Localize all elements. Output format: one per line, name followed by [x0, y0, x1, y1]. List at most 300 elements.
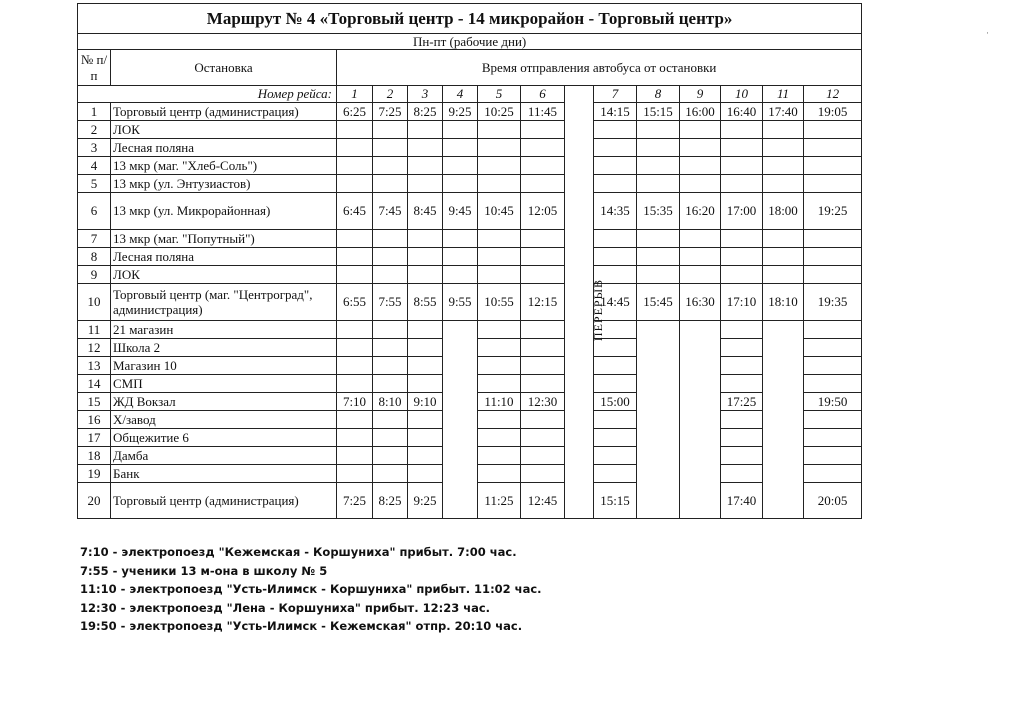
stop-number: 6	[78, 193, 111, 230]
footnote: 19:50 - электропоезд "Усть-Илимск - Кежемская" отпр. 20:10 час.	[80, 619, 523, 633]
departure-time	[721, 321, 763, 339]
departure-time	[521, 429, 565, 447]
trip-number: 2	[373, 86, 408, 103]
departure-time	[721, 175, 763, 193]
departure-time	[337, 429, 373, 447]
departure-time	[637, 375, 680, 393]
departure-time	[721, 339, 763, 357]
departure-time	[521, 121, 565, 139]
departure-time	[680, 465, 721, 483]
departure-time	[443, 375, 478, 393]
route-title: Маршрут № 4 «Торговый центр - 14 микрорайон - Торговый центр»	[78, 4, 862, 34]
departure-time	[521, 139, 565, 157]
departure-time	[763, 393, 804, 411]
departure-time: 10:45	[478, 193, 521, 230]
stop-name: ЛОК	[111, 266, 337, 284]
departure-time: 17:40	[763, 103, 804, 121]
departure-time	[804, 447, 862, 465]
departure-time	[804, 248, 862, 266]
departure-time	[804, 411, 862, 429]
departure-time	[408, 321, 443, 339]
departure-time	[680, 121, 721, 139]
departure-time	[408, 248, 443, 266]
departure-time: 10:55	[478, 284, 521, 321]
departure-time	[637, 465, 680, 483]
departure-time	[763, 175, 804, 193]
departure-time	[637, 339, 680, 357]
departure-time	[373, 411, 408, 429]
title-row	[78, 4, 862, 34]
departure-time: 15:15	[594, 483, 637, 519]
departure-time	[637, 321, 680, 339]
departure-time	[637, 121, 680, 139]
trip-number: 4	[443, 86, 478, 103]
departure-time	[337, 411, 373, 429]
departure-time: 14:35	[594, 193, 637, 230]
departure-time: 11:25	[478, 483, 521, 519]
departure-time	[521, 447, 565, 465]
stop-number: 14	[78, 375, 111, 393]
departure-time: 16:00	[680, 103, 721, 121]
departure-time	[594, 248, 637, 266]
departure-time	[763, 139, 804, 157]
stop-number: 9	[78, 266, 111, 284]
departure-time	[337, 139, 373, 157]
departure-time: 11:45	[521, 103, 565, 121]
departure-time	[337, 375, 373, 393]
departure-time: 16:20	[680, 193, 721, 230]
stop-row	[78, 411, 862, 429]
trip-number: 5	[478, 86, 521, 103]
departure-time	[478, 175, 521, 193]
stop-row	[78, 175, 862, 193]
departure-time	[443, 429, 478, 447]
departure-time	[594, 339, 637, 357]
departure-time	[594, 375, 637, 393]
departure-time: 15:35	[637, 193, 680, 230]
footnotes	[80, 543, 542, 636]
departure-time: 9:45	[443, 193, 478, 230]
departure-time	[443, 483, 478, 519]
departure-time	[763, 429, 804, 447]
departure-time: 7:55	[373, 284, 408, 321]
stop-number: 20	[78, 483, 111, 519]
departure-time: 9:25	[443, 103, 478, 121]
stop-row	[78, 393, 862, 411]
header-row	[78, 50, 862, 86]
stop-name: Лесная поляна	[111, 248, 337, 266]
departure-time	[804, 339, 862, 357]
departure-time: 6:45	[337, 193, 373, 230]
departure-time	[443, 266, 478, 284]
schedule-table	[77, 3, 862, 519]
departure-time	[478, 465, 521, 483]
departure-time	[637, 266, 680, 284]
departure-time	[521, 375, 565, 393]
trip-number: 1	[337, 86, 373, 103]
departure-time: 18:00	[763, 193, 804, 230]
departure-time	[337, 248, 373, 266]
stop-number: 12	[78, 339, 111, 357]
departure-time	[443, 339, 478, 357]
departure-time: 15:15	[637, 103, 680, 121]
times-header: Время отправления автобуса от остановки	[337, 50, 862, 86]
stop-name: ЛОК	[111, 121, 337, 139]
departure-time: 8:25	[373, 483, 408, 519]
departure-time	[637, 411, 680, 429]
departure-time: 7:10	[337, 393, 373, 411]
stop-row	[78, 339, 862, 357]
stop-header: Остановка	[111, 50, 337, 86]
departure-time: 14:45	[594, 284, 637, 321]
departure-time	[408, 357, 443, 375]
departure-time	[594, 411, 637, 429]
departure-time	[337, 465, 373, 483]
departure-time	[680, 175, 721, 193]
departure-time	[763, 266, 804, 284]
departure-time	[680, 139, 721, 157]
stop-number: 1	[78, 103, 111, 121]
stop-row	[78, 139, 862, 157]
departure-time	[680, 393, 721, 411]
departure-time	[478, 429, 521, 447]
departure-time	[408, 230, 443, 248]
stop-name: ЖД Вокзал	[111, 393, 337, 411]
stop-name: 13 мкр (ул. Микрорайонная)	[111, 193, 337, 230]
trip-number: 8	[637, 86, 680, 103]
departure-time	[521, 266, 565, 284]
departure-time: 6:25	[337, 103, 373, 121]
break-column-top	[565, 86, 594, 103]
departure-time	[763, 121, 804, 139]
departure-time	[594, 357, 637, 375]
stop-number: 10	[78, 284, 111, 321]
stop-name: 13 мкр (ул. Энтузиастов)	[111, 175, 337, 193]
departure-time	[721, 429, 763, 447]
days-row	[78, 34, 862, 50]
departure-time	[804, 121, 862, 139]
trip-number: 10	[721, 86, 763, 103]
stop-name: СМП	[111, 375, 337, 393]
departure-time	[408, 339, 443, 357]
departure-time	[408, 411, 443, 429]
days-label: Пн-пт (рабочие дни)	[78, 34, 862, 50]
stop-number: 11	[78, 321, 111, 339]
departure-time	[373, 230, 408, 248]
departure-time	[443, 357, 478, 375]
stop-row	[78, 157, 862, 175]
departure-time: 9:25	[408, 483, 443, 519]
departure-time	[721, 230, 763, 248]
departure-time	[373, 266, 408, 284]
departure-time	[443, 157, 478, 175]
departure-time: 15:45	[637, 284, 680, 321]
departure-time	[373, 339, 408, 357]
departure-time	[763, 375, 804, 393]
departure-time	[680, 483, 721, 519]
departure-time	[373, 248, 408, 266]
departure-time	[680, 339, 721, 357]
departure-time	[443, 447, 478, 465]
stop-number: 5	[78, 175, 111, 193]
departure-time	[763, 230, 804, 248]
departure-time: 7:25	[373, 103, 408, 121]
stop-name: Общежитие 6	[111, 429, 337, 447]
departure-time	[594, 447, 637, 465]
departure-time: 11:10	[478, 393, 521, 411]
departure-time	[637, 175, 680, 193]
stop-row	[78, 266, 862, 284]
departure-time	[408, 266, 443, 284]
departure-time: 10:25	[478, 103, 521, 121]
departure-time	[408, 175, 443, 193]
departure-time	[763, 447, 804, 465]
departure-time	[443, 465, 478, 483]
departure-time: 19:05	[804, 103, 862, 121]
departure-time	[337, 321, 373, 339]
departure-time	[804, 429, 862, 447]
departure-time	[637, 429, 680, 447]
departure-time	[680, 266, 721, 284]
departure-time	[373, 375, 408, 393]
stop-number: 3	[78, 139, 111, 157]
departure-time: 19:35	[804, 284, 862, 321]
break-column	[565, 103, 606, 519]
departure-time	[373, 121, 408, 139]
departure-time	[521, 339, 565, 357]
stop-name: 13 мкр (маг. "Хлеб-Соль")	[111, 157, 337, 175]
stop-number: 13	[78, 357, 111, 375]
stop-name: Банк	[111, 465, 337, 483]
departure-time	[763, 339, 804, 357]
departure-time	[521, 248, 565, 266]
departure-time: 12:30	[521, 393, 565, 411]
departure-time	[594, 121, 637, 139]
stop-row	[78, 465, 862, 483]
stop-name: Х/завод	[111, 411, 337, 429]
departure-time: 19:50	[804, 393, 862, 411]
stop-row	[78, 447, 862, 465]
trip-number: 6	[521, 86, 565, 103]
stop-number: 7	[78, 230, 111, 248]
departure-time	[594, 429, 637, 447]
stop-row	[78, 230, 862, 248]
departure-time	[521, 411, 565, 429]
departure-time: 8:45	[408, 193, 443, 230]
departure-time	[373, 447, 408, 465]
departure-time	[637, 157, 680, 175]
departure-time	[637, 248, 680, 266]
departure-time	[443, 175, 478, 193]
departure-time	[478, 121, 521, 139]
departure-time	[594, 465, 637, 483]
departure-time	[373, 157, 408, 175]
departure-time	[721, 465, 763, 483]
departure-time	[521, 157, 565, 175]
footnote: 11:10 - электропоезд "Усть-Илимск - Коршуниха" прибыт. 11:02 час.	[80, 582, 542, 596]
departure-time	[680, 230, 721, 248]
num-header-text: № п/п	[80, 51, 108, 83]
departure-time	[373, 139, 408, 157]
departure-time	[637, 483, 680, 519]
departure-time: 17:40	[721, 483, 763, 519]
stop-number: 17	[78, 429, 111, 447]
departure-time	[478, 248, 521, 266]
trip-number: 12	[804, 86, 862, 103]
departure-time	[373, 321, 408, 339]
departure-time	[637, 230, 680, 248]
stop-name: 13 мкр (маг. "Попутный")	[111, 230, 337, 248]
departure-time	[680, 447, 721, 465]
departure-time	[721, 375, 763, 393]
stop-name: Торговый центр (маг. "Центроград", администрация)	[111, 284, 337, 321]
departure-time: 16:30	[680, 284, 721, 321]
departure-time	[763, 157, 804, 175]
departure-time	[680, 321, 721, 339]
stop-name: Дамба	[111, 447, 337, 465]
departure-time: 8:10	[373, 393, 408, 411]
stop-row	[78, 248, 862, 266]
departure-time	[478, 157, 521, 175]
departure-time: 7:25	[337, 483, 373, 519]
departure-time: 8:25	[408, 103, 443, 121]
footnote: 12:30 - электропоезд "Лена - Коршуниха" прибыт. 12:23 час.	[80, 600, 491, 615]
departure-time	[478, 411, 521, 429]
departure-time	[763, 248, 804, 266]
departure-time	[763, 321, 804, 339]
break-label: ПЕРЕРЫВ	[591, 279, 606, 342]
departure-time	[680, 429, 721, 447]
departure-time	[804, 375, 862, 393]
departure-time	[804, 139, 862, 157]
departure-time	[804, 321, 862, 339]
stop-row	[78, 483, 862, 519]
stop-name: Лесная поляна	[111, 139, 337, 157]
trip-number: 11	[763, 86, 804, 103]
departure-time	[804, 357, 862, 375]
departure-time: 17:25	[721, 393, 763, 411]
departure-time	[337, 357, 373, 375]
trip-number: 3	[408, 86, 443, 103]
departure-time	[680, 357, 721, 375]
departure-time	[337, 447, 373, 465]
departure-time	[721, 121, 763, 139]
stop-number: 8	[78, 248, 111, 266]
stop-row	[78, 284, 862, 321]
stop-number: 19	[78, 465, 111, 483]
footnote: 7:55 - ученики 13 м-она в школу № 5	[80, 563, 328, 578]
departure-time	[680, 157, 721, 175]
departure-time	[721, 139, 763, 157]
stop-row	[78, 193, 862, 230]
stop-row	[78, 429, 862, 447]
departure-time	[478, 447, 521, 465]
departure-time	[680, 248, 721, 266]
departure-time: 6:55	[337, 284, 373, 321]
departure-time	[721, 447, 763, 465]
departure-time	[521, 357, 565, 375]
departure-time	[373, 357, 408, 375]
departure-time	[721, 248, 763, 266]
departure-time: 20:05	[804, 483, 862, 519]
stop-row	[78, 357, 862, 375]
departure-time: 16:40	[721, 103, 763, 121]
departure-time: 12:45	[521, 483, 565, 519]
departure-time	[637, 139, 680, 157]
departure-time	[594, 139, 637, 157]
departure-time	[721, 157, 763, 175]
departure-time	[594, 230, 637, 248]
departure-time: 7:45	[373, 193, 408, 230]
departure-time	[408, 447, 443, 465]
departure-time	[637, 357, 680, 375]
departure-time	[521, 230, 565, 248]
departure-time: 8:55	[408, 284, 443, 321]
departure-time	[443, 321, 478, 339]
departure-time	[521, 465, 565, 483]
stop-name: Школа 2	[111, 339, 337, 357]
trip-row	[78, 86, 862, 103]
departure-time: 19:25	[804, 193, 862, 230]
departure-time	[763, 465, 804, 483]
departure-time	[443, 139, 478, 157]
departure-time	[373, 465, 408, 483]
departure-time	[443, 393, 478, 411]
trip-number: 9	[680, 86, 721, 103]
departure-time	[804, 175, 862, 193]
departure-time	[408, 465, 443, 483]
departure-time	[478, 266, 521, 284]
stop-number: 4	[78, 157, 111, 175]
departure-time	[337, 339, 373, 357]
departure-time	[521, 175, 565, 193]
departure-time	[804, 230, 862, 248]
stop-row	[78, 375, 862, 393]
departure-time: 18:10	[763, 284, 804, 321]
departure-time	[478, 230, 521, 248]
trip-number: 7	[594, 86, 637, 103]
departure-time	[721, 357, 763, 375]
departure-time	[721, 266, 763, 284]
departure-time	[408, 157, 443, 175]
departure-time: 17:00	[721, 193, 763, 230]
stop-number: 15	[78, 393, 111, 411]
stop-number: 2	[78, 121, 111, 139]
departure-time	[804, 465, 862, 483]
departure-time: 17:10	[721, 284, 763, 321]
departure-time	[721, 411, 763, 429]
departure-time	[637, 447, 680, 465]
scan-mark: ·	[986, 28, 989, 38]
departure-time	[373, 429, 408, 447]
departure-time	[443, 230, 478, 248]
departure-time: 14:15	[594, 103, 637, 121]
stop-number: 18	[78, 447, 111, 465]
departure-time	[337, 175, 373, 193]
departure-time	[594, 175, 637, 193]
departure-time: 15:00	[594, 393, 637, 411]
departure-time	[478, 321, 521, 339]
stop-row	[78, 121, 862, 139]
departure-time: 9:10	[408, 393, 443, 411]
departure-time	[763, 411, 804, 429]
stop-number: 16	[78, 411, 111, 429]
departure-time	[680, 375, 721, 393]
departure-time	[337, 121, 373, 139]
departure-time	[443, 248, 478, 266]
stop-name: Магазин 10	[111, 357, 337, 375]
stop-name: Торговый центр (администрация)	[111, 103, 337, 121]
